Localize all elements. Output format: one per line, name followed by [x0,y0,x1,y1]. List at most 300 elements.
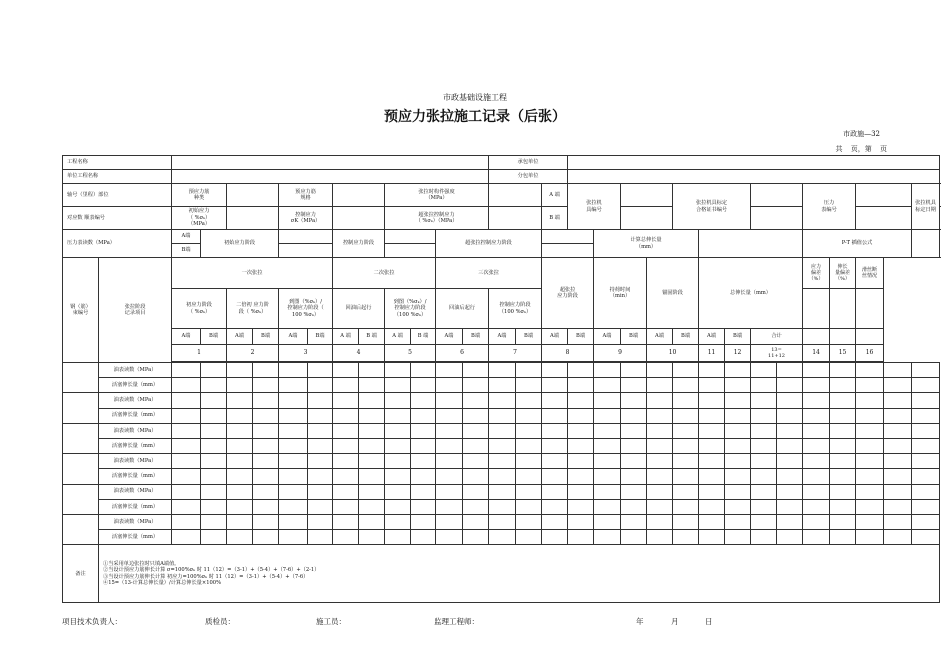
data-cell[interactable] [436,408,463,423]
data-cell[interactable] [463,393,489,408]
data-cell[interactable] [751,363,777,378]
data-cell[interactable] [751,514,777,529]
data-cell[interactable] [201,363,227,378]
data-cell[interactable] [751,423,777,438]
data-cell[interactable] [568,423,594,438]
data-cell[interactable] [385,438,411,453]
data-cell[interactable] [673,454,699,469]
data-cell[interactable] [647,499,673,514]
data-cell[interactable] [725,484,751,499]
data-cell[interactable] [411,530,436,545]
data-cell[interactable] [699,423,725,438]
data-cell[interactable] [542,393,568,408]
data-cell[interactable] [568,378,594,393]
data-cell[interactable] [172,378,201,393]
data-cell[interactable] [253,363,279,378]
data-cell[interactable] [172,484,201,499]
data-cell[interactable] [279,393,308,408]
data-cell[interactable] [594,454,621,469]
data-cell[interactable] [594,393,621,408]
gauge-no-a[interactable] [856,184,912,207]
data-cell[interactable] [621,363,647,378]
data-cell[interactable] [489,469,516,484]
data-cell[interactable] [172,530,201,545]
data-cell[interactable] [411,363,436,378]
data-cell[interactable] [359,438,385,453]
data-cell[interactable] [594,469,621,484]
data-cell[interactable] [830,469,856,484]
data-cell[interactable] [359,363,385,378]
data-cell[interactable] [333,363,359,378]
data-cell[interactable] [699,363,725,378]
data-cell[interactable] [884,514,912,529]
jack-no-b[interactable] [621,207,673,230]
data-cell[interactable] [489,438,516,453]
control-stage-b[interactable] [385,244,436,258]
data-cell[interactable] [856,363,884,378]
data-cell[interactable] [594,499,621,514]
data-cell[interactable] [568,499,594,514]
data-cell[interactable] [333,378,359,393]
data-cell[interactable] [830,484,856,499]
data-cell[interactable] [463,484,489,499]
data-cell[interactable] [436,423,463,438]
data-cell[interactable] [856,499,884,514]
data-cell[interactable] [673,484,699,499]
data-cell[interactable] [172,454,201,469]
data-cell[interactable] [699,469,725,484]
data-cell[interactable] [385,499,411,514]
data-cell[interactable] [201,454,227,469]
data-cell[interactable] [253,378,279,393]
data-cell[interactable] [884,484,912,499]
data-cell[interactable] [516,438,542,453]
data-cell[interactable] [751,393,777,408]
data-cell[interactable] [647,438,673,453]
data-cell[interactable] [830,514,856,529]
data-cell[interactable] [594,438,621,453]
data-cell[interactable] [912,499,940,514]
data-cell[interactable] [253,469,279,484]
data-cell[interactable] [725,438,751,453]
data-cell[interactable] [359,378,385,393]
data-cell[interactable] [673,378,699,393]
data-cell[interactable] [436,484,463,499]
data-cell[interactable] [516,408,542,423]
data-cell[interactable] [333,438,359,453]
data-cell[interactable] [803,393,830,408]
data-cell[interactable] [308,408,333,423]
data-cell[interactable] [227,378,253,393]
data-cell[interactable] [411,378,436,393]
data-cell[interactable] [777,423,803,438]
data-cell[interactable] [463,454,489,469]
data-cell[interactable] [279,484,308,499]
data-cell[interactable] [568,484,594,499]
tendon-spec-value[interactable] [333,184,385,207]
data-cell[interactable] [647,530,673,545]
data-cell[interactable] [253,454,279,469]
data-cell[interactable] [856,514,884,529]
data-cell[interactable] [436,378,463,393]
data-cell[interactable] [333,469,359,484]
data-cell[interactable] [542,469,568,484]
control-stress-value[interactable] [333,207,385,230]
data-cell[interactable] [912,484,940,499]
data-cell[interactable] [777,484,803,499]
data-cell[interactable] [751,408,777,423]
data-cell[interactable] [333,499,359,514]
tendon-id-cell[interactable] [63,514,99,544]
data-cell[interactable] [568,363,594,378]
data-cell[interactable] [253,514,279,529]
overtension-stress-value[interactable] [489,207,542,230]
data-cell[interactable] [333,393,359,408]
overtension-stage-a[interactable] [542,230,594,244]
subcontractor-value[interactable] [568,170,940,184]
data-cell[interactable] [516,514,542,529]
data-cell[interactable] [803,363,830,378]
data-cell[interactable] [803,408,830,423]
data-cell[interactable] [308,454,333,469]
data-cell[interactable] [568,514,594,529]
data-cell[interactable] [201,423,227,438]
data-cell[interactable] [201,438,227,453]
data-cell[interactable] [621,378,647,393]
data-cell[interactable] [594,423,621,438]
data-cell[interactable] [279,378,308,393]
data-cell[interactable] [884,438,912,453]
data-cell[interactable] [699,530,725,545]
data-cell[interactable] [699,408,725,423]
gauge-no-b[interactable] [856,207,912,230]
data-cell[interactable] [308,484,333,499]
data-cell[interactable] [673,499,699,514]
data-cell[interactable] [333,408,359,423]
data-cell[interactable] [463,469,489,484]
jack-calib-cert-b[interactable] [751,207,803,230]
data-cell[interactable] [777,530,803,545]
data-cell[interactable] [516,530,542,545]
data-cell[interactable] [542,514,568,529]
data-cell[interactable] [856,423,884,438]
data-cell[interactable] [227,438,253,453]
data-cell[interactable] [227,530,253,545]
data-cell[interactable] [912,408,940,423]
data-cell[interactable] [856,484,884,499]
data-cell[interactable] [725,530,751,545]
data-cell[interactable] [385,469,411,484]
data-cell[interactable] [725,469,751,484]
data-cell[interactable] [777,438,803,453]
data-cell[interactable] [279,514,308,529]
data-cell[interactable] [777,363,803,378]
data-cell[interactable] [699,378,725,393]
data-cell[interactable] [856,393,884,408]
data-cell[interactable] [621,469,647,484]
data-cell[interactable] [172,438,201,453]
data-cell[interactable] [463,408,489,423]
data-cell[interactable] [725,514,751,529]
data-cell[interactable] [912,378,940,393]
data-cell[interactable] [359,514,385,529]
data-cell[interactable] [201,514,227,529]
data-cell[interactable] [201,469,227,484]
data-cell[interactable] [647,484,673,499]
data-cell[interactable] [725,423,751,438]
data-cell[interactable] [411,499,436,514]
data-cell[interactable] [516,484,542,499]
data-cell[interactable] [172,393,201,408]
data-cell[interactable] [333,530,359,545]
data-cell[interactable] [542,438,568,453]
data-cell[interactable] [751,378,777,393]
data-cell[interactable] [699,393,725,408]
data-cell[interactable] [725,454,751,469]
data-cell[interactable] [621,408,647,423]
data-cell[interactable] [436,393,463,408]
data-cell[interactable] [884,378,912,393]
data-cell[interactable] [830,454,856,469]
data-cell[interactable] [542,363,568,378]
data-cell[interactable] [856,454,884,469]
data-cell[interactable] [884,469,912,484]
data-cell[interactable] [568,469,594,484]
data-cell[interactable] [411,423,436,438]
data-cell[interactable] [359,469,385,484]
data-cell[interactable] [359,408,385,423]
data-cell[interactable] [516,469,542,484]
data-cell[interactable] [751,469,777,484]
data-cell[interactable] [856,408,884,423]
data-cell[interactable] [279,423,308,438]
data-cell[interactable] [912,530,940,545]
data-cell[interactable] [279,469,308,484]
data-cell[interactable] [751,454,777,469]
data-cell[interactable] [884,454,912,469]
data-cell[interactable] [172,469,201,484]
data-cell[interactable] [830,408,856,423]
data-cell[interactable] [542,484,568,499]
data-cell[interactable] [856,469,884,484]
data-cell[interactable] [333,454,359,469]
data-cell[interactable] [436,530,463,545]
data-cell[interactable] [568,454,594,469]
data-cell[interactable] [647,469,673,484]
data-cell[interactable] [884,530,912,545]
data-cell[interactable] [830,499,856,514]
data-cell[interactable] [359,530,385,545]
data-cell[interactable] [803,484,830,499]
jack-no-a[interactable] [621,184,673,207]
data-cell[interactable] [699,454,725,469]
data-cell[interactable] [647,393,673,408]
data-cell[interactable] [568,408,594,423]
data-cell[interactable] [647,408,673,423]
data-cell[interactable] [673,408,699,423]
data-cell[interactable] [201,378,227,393]
data-cell[interactable] [699,499,725,514]
data-cell[interactable] [621,393,647,408]
data-cell[interactable] [279,408,308,423]
data-cell[interactable] [463,423,489,438]
data-cell[interactable] [436,363,463,378]
data-cell[interactable] [912,454,940,469]
data-cell[interactable] [201,408,227,423]
data-cell[interactable] [279,454,308,469]
data-cell[interactable] [359,393,385,408]
data-cell[interactable] [489,484,516,499]
data-cell[interactable] [884,423,912,438]
data-cell[interactable] [594,363,621,378]
data-cell[interactable] [308,423,333,438]
data-cell[interactable] [673,393,699,408]
data-cell[interactable] [673,514,699,529]
data-cell[interactable] [489,499,516,514]
data-cell[interactable] [253,408,279,423]
data-cell[interactable] [411,393,436,408]
data-cell[interactable] [463,499,489,514]
data-cell[interactable] [436,499,463,514]
data-cell[interactable] [912,514,940,529]
pt-formula-value[interactable] [912,230,940,258]
jack-calib-cert-a[interactable] [751,184,803,207]
data-cell[interactable] [777,393,803,408]
data-cell[interactable] [751,438,777,453]
data-cell[interactable] [489,423,516,438]
data-cell[interactable] [436,454,463,469]
data-cell[interactable] [803,454,830,469]
data-cell[interactable] [385,514,411,529]
data-cell[interactable] [516,423,542,438]
data-cell[interactable] [725,499,751,514]
data-cell[interactable] [201,484,227,499]
data-cell[interactable] [279,438,308,453]
data-cell[interactable] [172,363,201,378]
data-cell[interactable] [542,454,568,469]
data-cell[interactable] [777,378,803,393]
data-cell[interactable] [912,438,940,453]
data-cell[interactable] [489,408,516,423]
data-cell[interactable] [594,530,621,545]
data-cell[interactable] [172,499,201,514]
data-cell[interactable] [777,499,803,514]
data-cell[interactable] [673,363,699,378]
data-cell[interactable] [542,499,568,514]
data-cell[interactable] [359,423,385,438]
data-cell[interactable] [227,408,253,423]
data-cell[interactable] [647,423,673,438]
data-cell[interactable] [621,454,647,469]
data-cell[interactable] [308,469,333,484]
data-cell[interactable] [542,378,568,393]
data-cell[interactable] [803,530,830,545]
data-cell[interactable] [253,484,279,499]
data-cell[interactable] [594,484,621,499]
data-cell[interactable] [463,438,489,453]
data-cell[interactable] [621,438,647,453]
contractor-value[interactable] [568,156,940,170]
data-cell[interactable] [411,438,436,453]
data-cell[interactable] [699,514,725,529]
overtension-stage-b[interactable] [542,244,594,258]
data-cell[interactable] [751,499,777,514]
data-cell[interactable] [673,438,699,453]
data-cell[interactable] [489,393,516,408]
data-cell[interactable] [621,499,647,514]
data-cell[interactable] [308,363,333,378]
data-cell[interactable] [436,514,463,529]
data-cell[interactable] [803,469,830,484]
data-cell[interactable] [463,530,489,545]
data-cell[interactable] [830,423,856,438]
data-cell[interactable] [411,454,436,469]
data-cell[interactable] [884,393,912,408]
data-cell[interactable] [253,423,279,438]
control-stage-a[interactable] [385,230,436,244]
data-cell[interactable] [489,530,516,545]
data-cell[interactable] [411,469,436,484]
data-cell[interactable] [411,514,436,529]
data-cell[interactable] [884,499,912,514]
data-cell[interactable] [725,378,751,393]
data-cell[interactable] [777,454,803,469]
data-cell[interactable] [621,530,647,545]
data-cell[interactable] [489,378,516,393]
data-cell[interactable] [516,378,542,393]
data-cell[interactable] [359,454,385,469]
data-cell[interactable] [489,454,516,469]
data-cell[interactable] [542,530,568,545]
data-cell[interactable] [777,514,803,529]
data-cell[interactable] [172,514,201,529]
data-cell[interactable] [227,469,253,484]
data-cell[interactable] [751,530,777,545]
data-cell[interactable] [803,499,830,514]
data-cell[interactable] [489,514,516,529]
data-cell[interactable] [308,378,333,393]
data-cell[interactable] [333,423,359,438]
data-cell[interactable] [172,408,201,423]
data-cell[interactable] [489,363,516,378]
data-cell[interactable] [647,454,673,469]
data-cell[interactable] [673,469,699,484]
data-cell[interactable] [227,514,253,529]
data-cell[interactable] [803,438,830,453]
data-cell[interactable] [227,454,253,469]
data-cell[interactable] [912,469,940,484]
data-cell[interactable] [803,423,830,438]
tendon-id-cell[interactable] [63,423,99,453]
data-cell[interactable] [227,484,253,499]
data-cell[interactable] [621,514,647,529]
data-cell[interactable] [830,530,856,545]
data-cell[interactable] [516,499,542,514]
concrete-strength-value[interactable] [489,184,542,207]
data-cell[interactable] [542,423,568,438]
data-cell[interactable] [385,454,411,469]
data-cell[interactable] [751,484,777,499]
data-cell[interactable] [568,393,594,408]
data-cell[interactable] [411,408,436,423]
data-cell[interactable] [884,408,912,423]
data-cell[interactable] [912,363,940,378]
tendon-id-cell[interactable] [63,393,99,423]
data-cell[interactable] [725,393,751,408]
tendon-id-cell[interactable] [63,363,99,393]
project-name-value[interactable] [172,156,489,170]
data-cell[interactable] [725,363,751,378]
